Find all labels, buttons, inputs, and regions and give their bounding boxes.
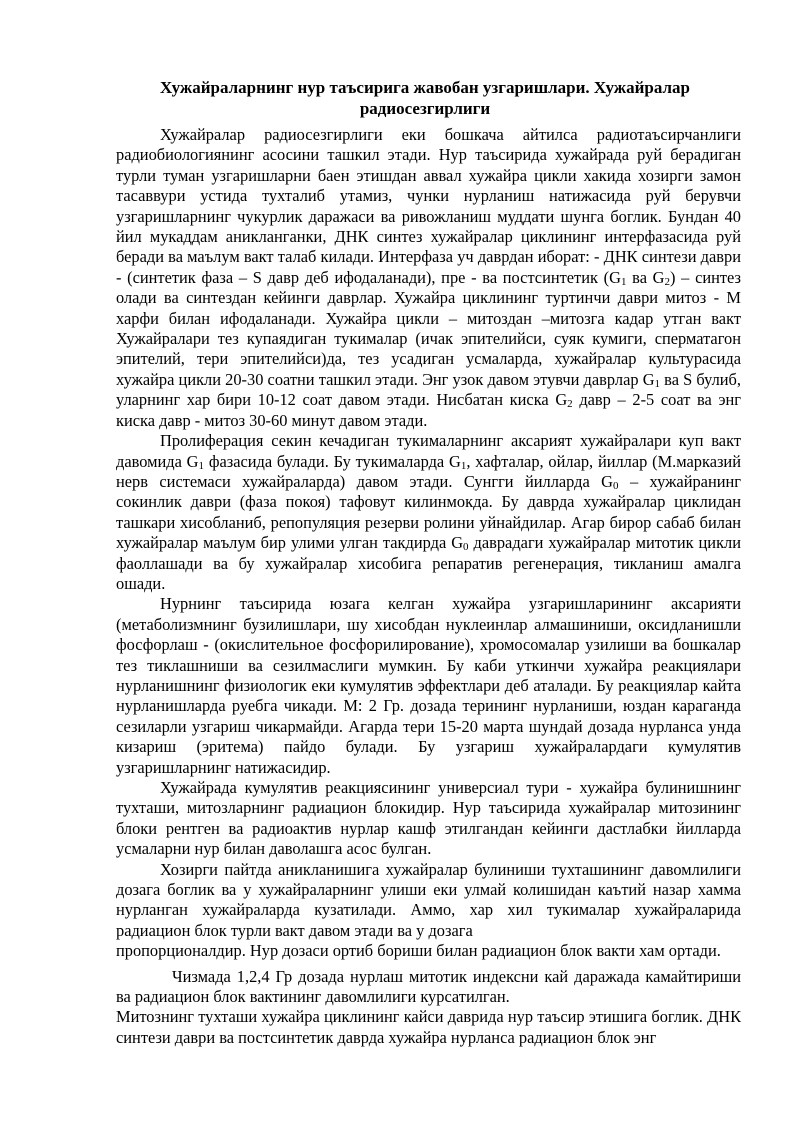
- paragraph-mitosis-arrest: Митознинг тухташи хужайра циклининг кайси даврида нур таъсир этишига боглик. ДНК синтези даври ва постсинтетик даврда хужайра нурланса радиацион блок энг: [116, 1007, 741, 1047]
- paragraph-figure-note: Чизмада 1,2,4 Гр дозада нурлаш митотик индексни кай даражада камайтириши ва радиацион блок вактининг давомлилиги курсатилган.: [116, 966, 741, 1007]
- paragraph-cell-cycle: Хужайралар радиосезгирлиги еки бошкача айтилса радиотаъсирчанлиги радиобиологиянинг асосини ташкил этади. Нур таъсирида хужайрада руй берадиган турли туман узгаришларни баен этишдан аввал хужайра цикли хакида хозирги замон тасаввури устида тухталиб утамиз, чунки нурланиш натижасида руй берувчи узгаришларнинг чукурлик даражаси ва ривожланиш муддати шунга боглик. Бундан 40 йил мукаддам аникланганки, ДНК синтез хужайралар циклининг интерфазасида руй беради ва маълум вакт талаб килади. Интерфаза уч даврдан иборат: - ДНК синтези даври - (синтетик фаза – S давр деб ифодаланади), пре - ва постсинтетик ($G_1$ ва $G_2$) – синтез олади ва синтездан кейинги даврлар. Хужайра циклининг туртинчи даври митоз - М харфи билан ифодаланади. Хужайра цикли – митоздан –митозга кадар утган вакт Хужайралари тез купаядиган тукималар (ичак эпителийси, суяк кумиги, сперматагон эпителий, тери эпителийси)да, тез усадиган усмаларда, хужайралар культурасида хужайра цикли 20-30 соатни ташкил этади. Энг узок давом этувчи даврлар $G_1$ ва S булиб, уларнинг хар бири 10-12 соат давом этади. Нисбатан киска $G_2$ давр – 2-5 соат ва энг киска давр - митоз 30-60 минут давом этади.: [116, 125, 742, 430]
- document-body: [116, 125, 741, 1048]
- document-title: Хужайраларнинг нур таъсирига жавобан узгаришлари. Хужайралар радиосезгирлиги: [159, 78, 690, 118]
- paragraph-radiation-block: Хужайрада кумулятив реакциясининг универсиал тури - хужайра булинишнинг тухташи, митозларнинг радиацион блокидир. Нур таъсирида хужайралар митозининг блоки рентген ва радиоактив нурлар кашф этилгандан кейинги дастлабки йилларда усмаларни нур билан даволашга асос булган.: [116, 778, 741, 859]
- paragraph-dose-proportional: пропорционалдир. Нур дозаси ортиб бориши билан радиацион блок вакти хам ортади.: [116, 941, 721, 961]
- paragraph-cumulative-effects: Нурнинг таъсирида юзага келган хужайра узгаришларининг аксарияти (метаболизмнинг бузилишлари, шу хисобдан нуклеинлар алмашиниши, оксидланишли фосфорлаш - (окислительное фосфорилирование), хромосомалар узилиши ва бошкалар тез тиклашниши ва сезилмаслиги мумкин. Бу каби уткинчи хужайра реакциялари нурланишнинг физиологик еки кумулятив эффектлари деб аталади. Бу реакциялар кайта нурланишларда руебга чикади. М: 2 Гр. дозада терининг нурланиши, юздан караганда сезиларли узгариш чикармайди. Агарда тери 15-20 марта шундай дозада нурланса унда кизариш (эритема) пайдо булади. Бу узгариш хужайралардаги кумулятив узгаришларнинг натижасидир.: [116, 594, 741, 777]
- paragraph-proliferation: Пролиферация секин кечадиган тукималарнинг аксарият хужайралари куп вакт давомида $G_1$ фазасида булади. Бу тукималарда $G_1$, хафталар, ойлар, йиллар (М.марказий нерв системаси хужайраларда) давом этади. Сунгги йилларда $G_0$ – хужайранинг сокинлик даври (фаза покоя) тафовут килинмокда. Бу даврда хужайралар циклидан ташкари хисобланиб, репопуляция резерви ролини уйнайдилар. Агар бирор сабаб билан хужайралар маълум бир улими улган такдирда $G_0$ даврадаги хужайралар митотик цикли фаоллашади ва бу хужайралар хисобига репаратив регенерация, тикланиш амалга ошади.: [116, 431, 741, 593]
- paragraph-block-duration: Хозирги пайтда аникланишига хужайралар булиниши тухташининг давомлилиги дозага боглик ва у хужайраларнинг улиши еки улмай колишидан каътий назар хамма нурланган хужайраларда кузатилади. Аммо, хар хил тукималар хужайраларида радиацион блок турли вакт давом этади ва у дозага: [116, 859, 741, 940]
